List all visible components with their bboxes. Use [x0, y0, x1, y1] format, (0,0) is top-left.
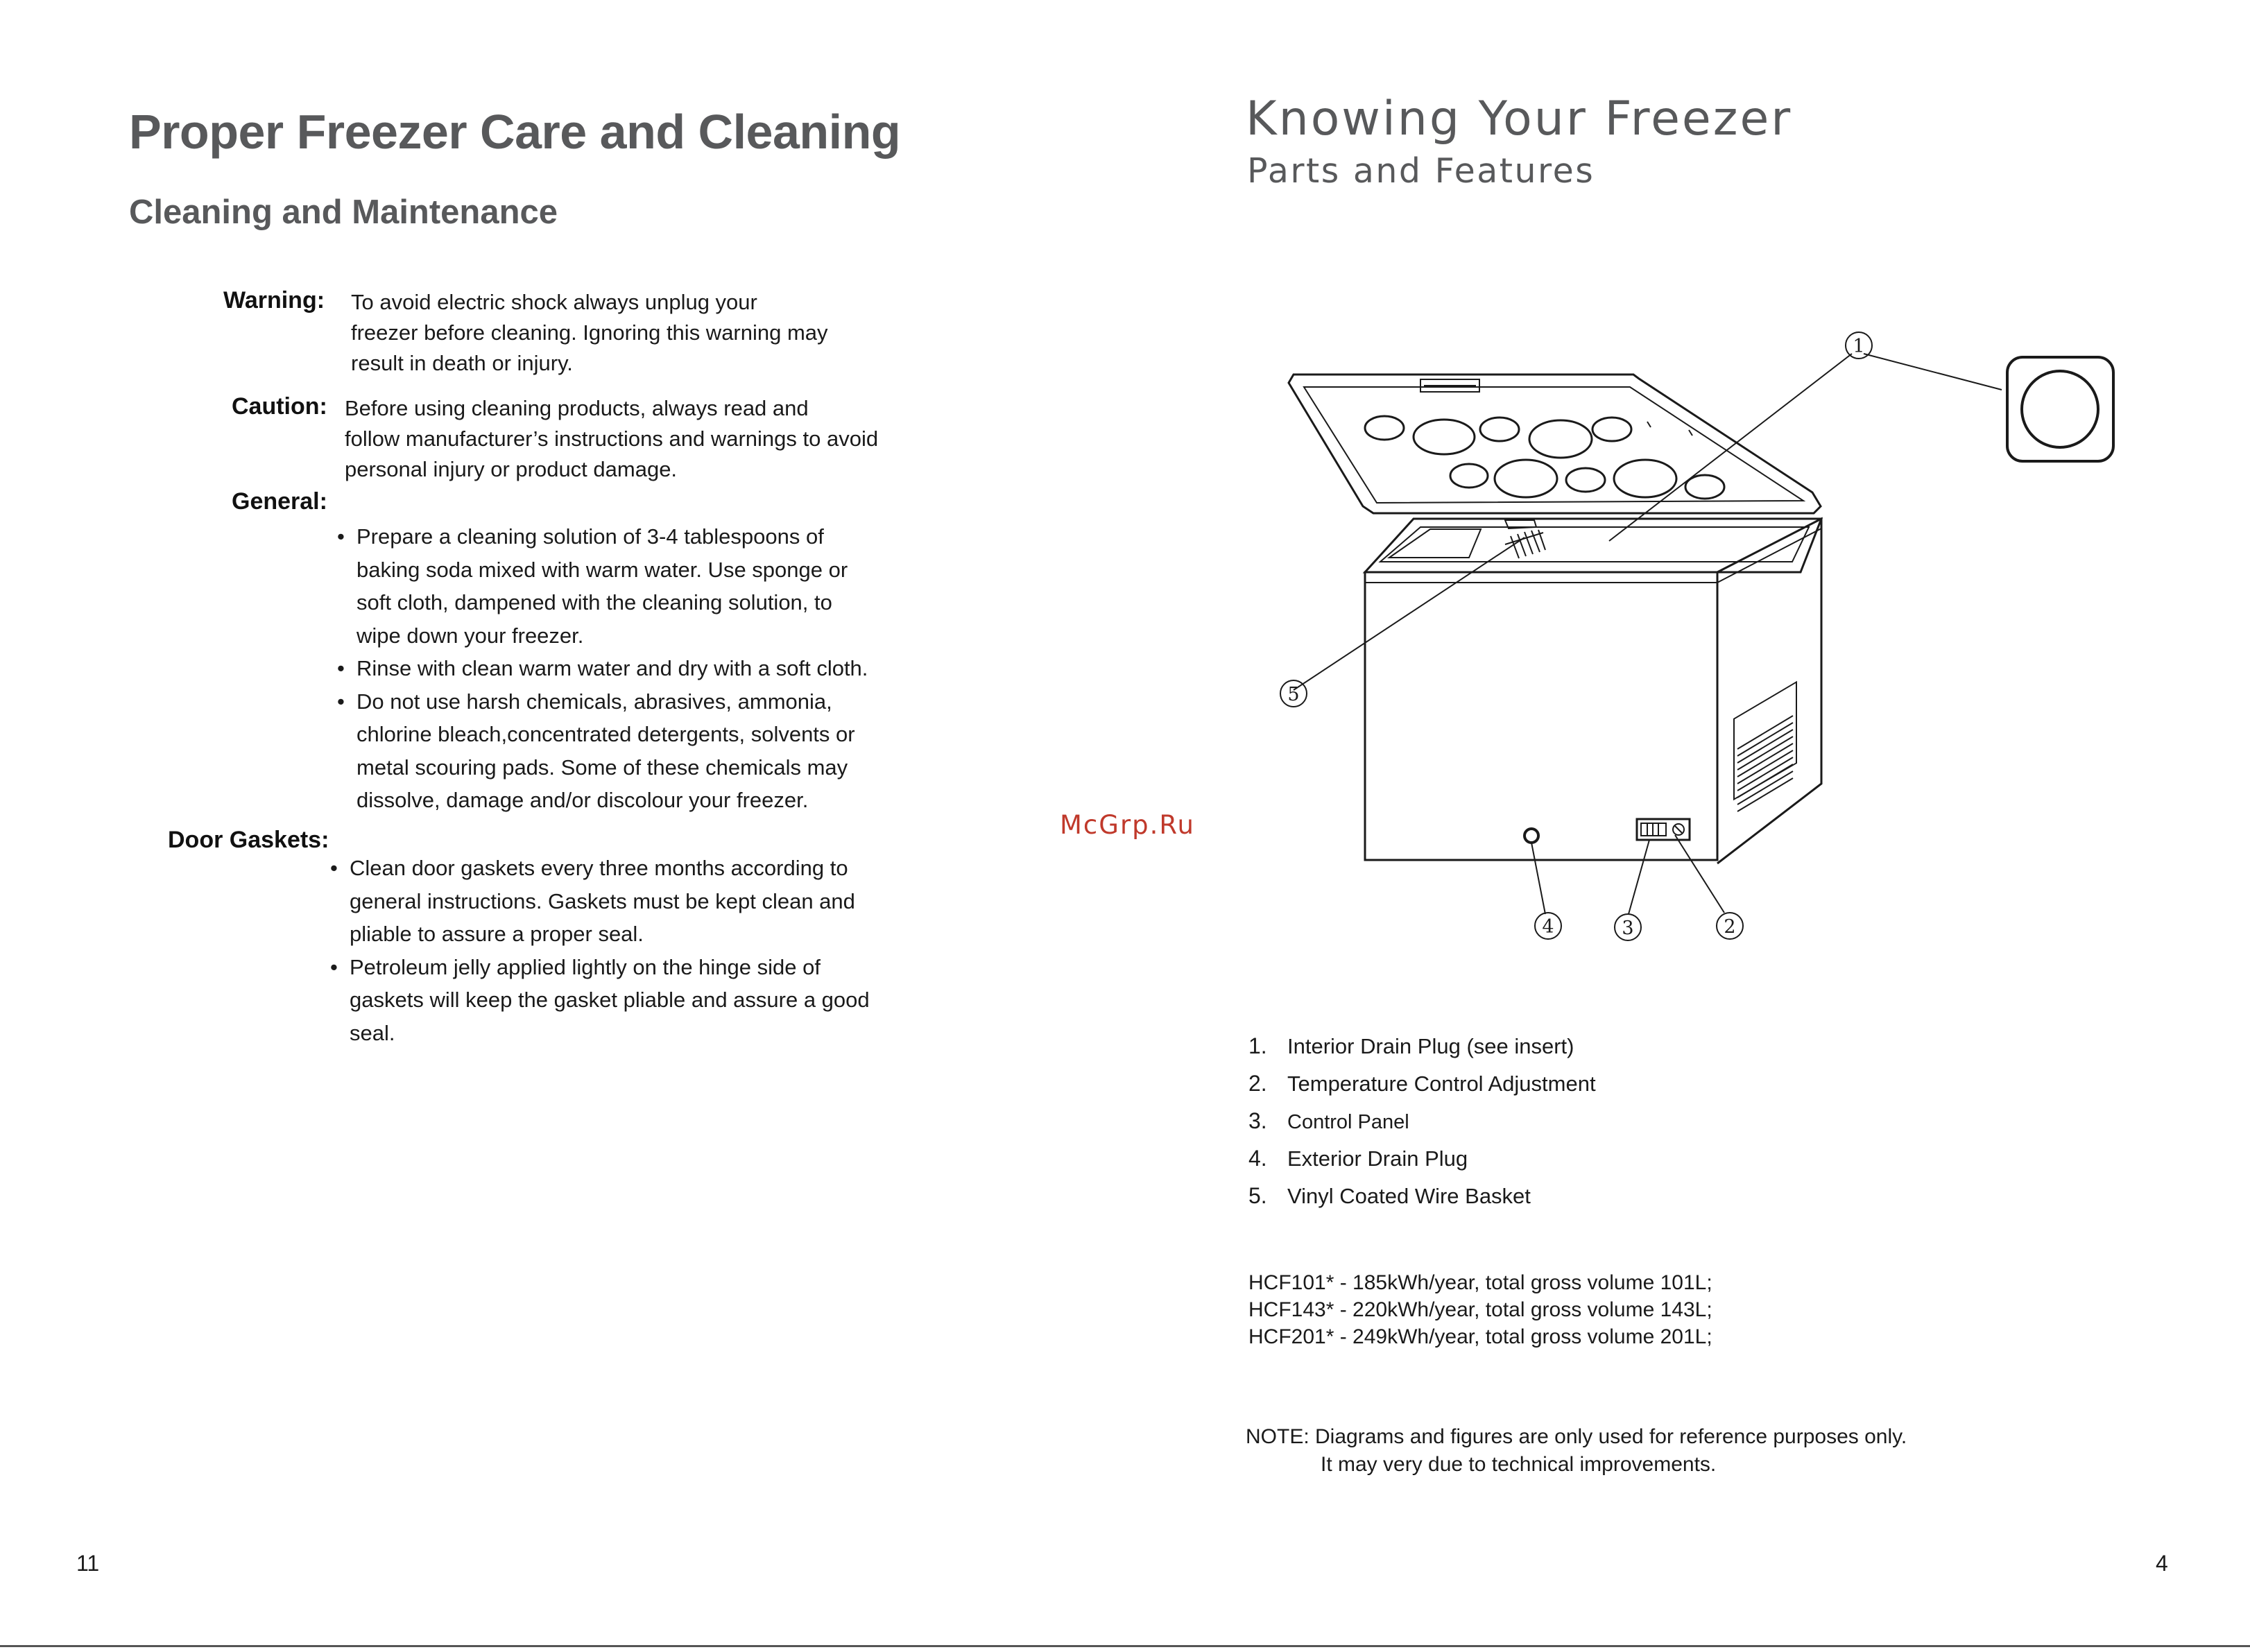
- callout-4-label: 4: [1542, 916, 1554, 938]
- bullet: •: [337, 656, 345, 680]
- part-number: 2.: [1248, 1071, 1267, 1096]
- callout-3-label: 3: [1622, 918, 1634, 939]
- control-panel: [1637, 819, 1690, 840]
- right-page-title: Knowing Your Freezer: [1246, 92, 1793, 146]
- bottom-rule: [0, 1645, 2250, 1647]
- list-item: [330, 852, 870, 951]
- right-page-subtitle: Parts and Features: [1247, 151, 1595, 191]
- list-line: baking soda mixed with warm water. Use sponge or: [357, 557, 848, 582]
- note: [1246, 1423, 1907, 1479]
- section-title: Cleaning and Maintenance: [129, 193, 558, 231]
- list-item: [330, 951, 870, 1050]
- caution-label: Caution:: [232, 393, 327, 420]
- list-line: general instructions. Gaskets must be kept clean and: [350, 888, 855, 913]
- list-line: gaskets will keep the gasket pliable and assure a good: [350, 988, 870, 1012]
- list-line: Clean door gaskets every three months according to: [350, 856, 848, 880]
- list-item: [337, 685, 868, 817]
- model-specs: [1248, 1269, 1712, 1350]
- list-line: chlorine bleach,concentrated detergents, solvents or: [357, 722, 855, 746]
- caution-line: personal injury or product damage.: [345, 457, 678, 481]
- list-line: Petroleum jelly applied lightly on the hinge side of: [350, 954, 821, 979]
- callout-5-label: 5: [1287, 684, 1300, 705]
- bullet: •: [337, 689, 345, 714]
- drain-plug-insert: [2007, 357, 2113, 461]
- list-line: soft cloth, dampened with the cleaning solution, to: [357, 590, 832, 614]
- freezer-lid: [1289, 375, 1821, 513]
- list-line: Do not use harsh chemicals, abrasives, ammonia,: [357, 689, 832, 714]
- list-line: dissolve, damage and/or discolour your freezer.: [357, 788, 809, 812]
- list-item: [1248, 1071, 1596, 1108]
- watermark: McGrp.Ru: [1060, 810, 1195, 840]
- bullet: •: [330, 856, 338, 880]
- model-line: HCF143* - 220kWh/year, total gross volume 143L;: [1248, 1298, 1712, 1321]
- list-item: [337, 652, 868, 685]
- list-item: [1248, 1146, 1596, 1183]
- bullet: •: [337, 524, 345, 549]
- caution-text: [345, 393, 878, 485]
- freezer-body: [1365, 519, 1821, 863]
- note-line: NOTE: Diagrams and figures are only used for reference purposes only.: [1246, 1425, 1907, 1448]
- callout-2-label: 2: [1724, 916, 1736, 938]
- caution-line: follow manufacturer’s instructions and warnings to avoid: [345, 427, 879, 451]
- bullet: •: [330, 954, 338, 979]
- list-line: Prepare a cleaning solution of 3-4 tablespoons of: [357, 524, 824, 549]
- page-title: Proper Freezer Care and Cleaning: [129, 105, 901, 159]
- list-line: metal scouring pads. Some of these chemicals may: [357, 755, 848, 780]
- parts-list: [1248, 1033, 1596, 1221]
- list-line: seal.: [350, 1020, 395, 1045]
- list-line: pliable to assure a proper seal.: [350, 922, 644, 946]
- door-gaskets-label: Door Gaskets:: [168, 827, 329, 853]
- list-line: Rinse with clean warm water and dry with a soft cloth.: [357, 656, 868, 680]
- warning-line: To avoid electric shock always unplug your: [351, 290, 757, 314]
- list-item: [1248, 1033, 1596, 1071]
- general-label: General:: [232, 488, 327, 515]
- part-label: Vinyl Coated Wire Basket: [1287, 1184, 1531, 1208]
- freezer-diagram: [1248, 305, 2150, 971]
- warning-label: Warning:: [223, 287, 325, 313]
- part-label: Exterior Drain Plug: [1287, 1146, 1468, 1171]
- warning-line: freezer before cleaning. Ignoring this warning may: [351, 320, 828, 345]
- list-item: [337, 520, 868, 652]
- part-label: Interior Drain Plug (see insert): [1287, 1034, 1574, 1058]
- general-list: [337, 520, 868, 817]
- warning-line: result in death or injury.: [351, 351, 573, 375]
- warning-text: [351, 287, 828, 379]
- note-line: It may very due to technical improvements.: [1321, 1453, 1717, 1476]
- exterior-drain-plug-icon: [1525, 829, 1538, 843]
- part-number: 1.: [1248, 1033, 1267, 1058]
- page-number-right: 4: [2156, 1551, 2168, 1576]
- door-gaskets-list: [330, 852, 870, 1049]
- vent-grille: [1734, 682, 1796, 811]
- callout-1-label: 1: [1853, 336, 1865, 357]
- list-line: wipe down your freezer.: [357, 623, 584, 648]
- page-number-left: 11: [76, 1551, 100, 1576]
- model-line: HCF101* - 185kWh/year, total gross volume 101L;: [1248, 1271, 1712, 1294]
- wire-basket: [1505, 520, 1545, 558]
- part-number: 3.: [1248, 1108, 1267, 1133]
- list-item: [1248, 1108, 1596, 1146]
- caution-line: Before using cleaning products, always read and: [345, 396, 809, 420]
- model-line: HCF201* - 249kWh/year, total gross volume 201L;: [1248, 1325, 1712, 1348]
- part-label: Temperature Control Adjustment: [1287, 1072, 1596, 1096]
- part-number: 4.: [1248, 1146, 1267, 1171]
- part-number: 5.: [1248, 1183, 1267, 1208]
- list-item: [1248, 1183, 1596, 1221]
- part-label: Control Panel: [1287, 1111, 1409, 1133]
